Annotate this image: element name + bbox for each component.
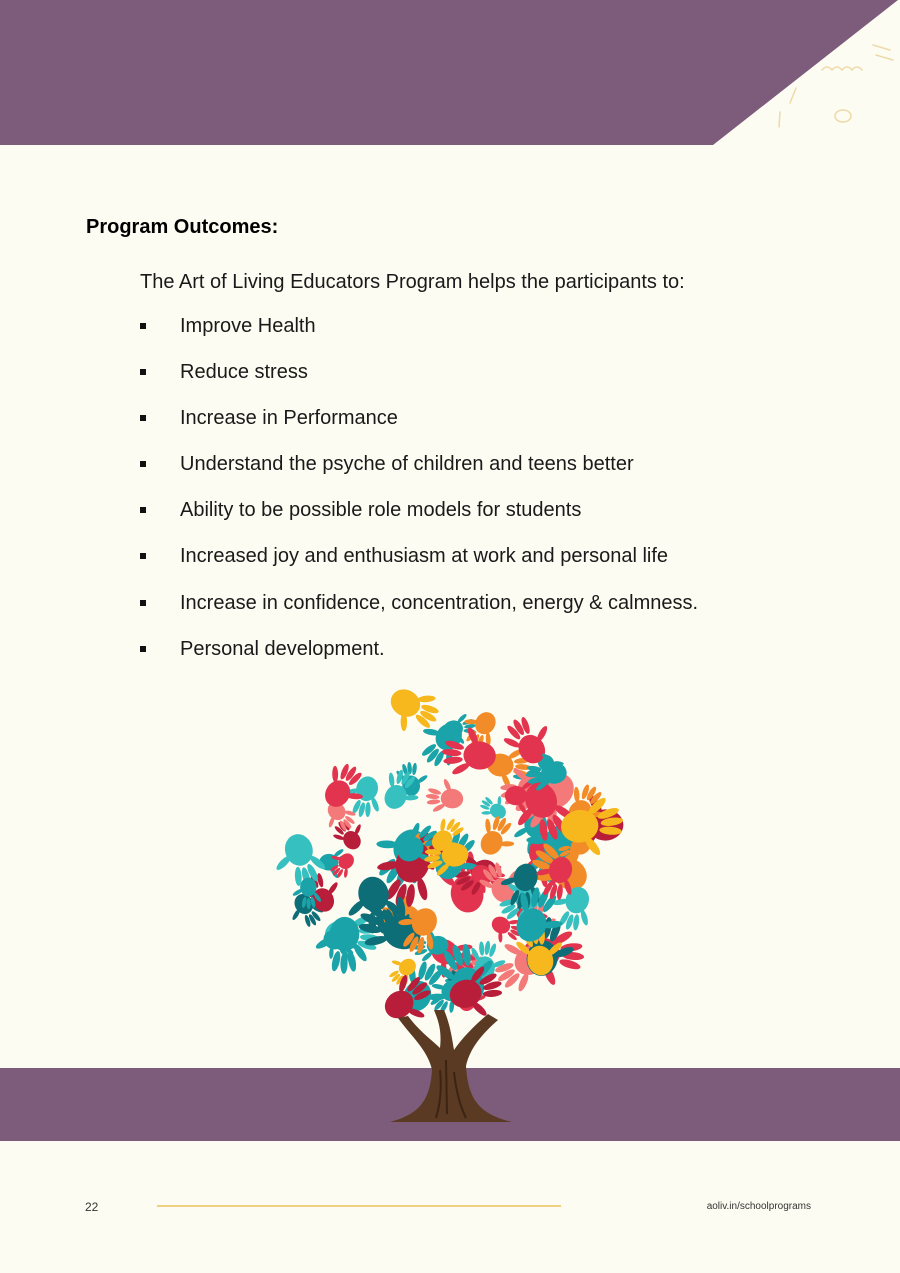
bullet-icon bbox=[140, 507, 146, 513]
list-item: Increase in confidence, concentration, energy & calmness. bbox=[140, 590, 698, 616]
tree-trunk-icon bbox=[380, 1010, 520, 1125]
bullet-icon bbox=[140, 553, 146, 559]
list-item: Increased joy and enthusiasm at work and personal life bbox=[140, 543, 668, 569]
bullet-icon bbox=[140, 600, 146, 606]
bullet-icon bbox=[140, 461, 146, 467]
list-item: Increase in Performance bbox=[140, 405, 398, 431]
list-item: Reduce stress bbox=[140, 359, 308, 385]
bullet-icon bbox=[140, 415, 146, 421]
bullet-icon bbox=[140, 646, 146, 652]
intro-text: The Art of Living Educators Program helps the participants to: bbox=[140, 271, 685, 293]
header-band bbox=[0, 0, 900, 145]
footer-divider bbox=[157, 1205, 561, 1207]
page-title: Program Outcomes: bbox=[86, 216, 279, 238]
list-item: Ability to be possible role models for students bbox=[140, 497, 581, 523]
list-item: Personal development. bbox=[140, 636, 385, 662]
bullet-icon bbox=[140, 323, 146, 329]
list-item: Understand the psyche of children and teens better bbox=[140, 451, 634, 477]
page-number: 22 bbox=[85, 1200, 99, 1214]
footer-url: aoliv.in/schoolprograms bbox=[706, 1201, 811, 1212]
bullet-icon bbox=[140, 369, 146, 375]
list-item: Improve Health bbox=[140, 313, 316, 339]
